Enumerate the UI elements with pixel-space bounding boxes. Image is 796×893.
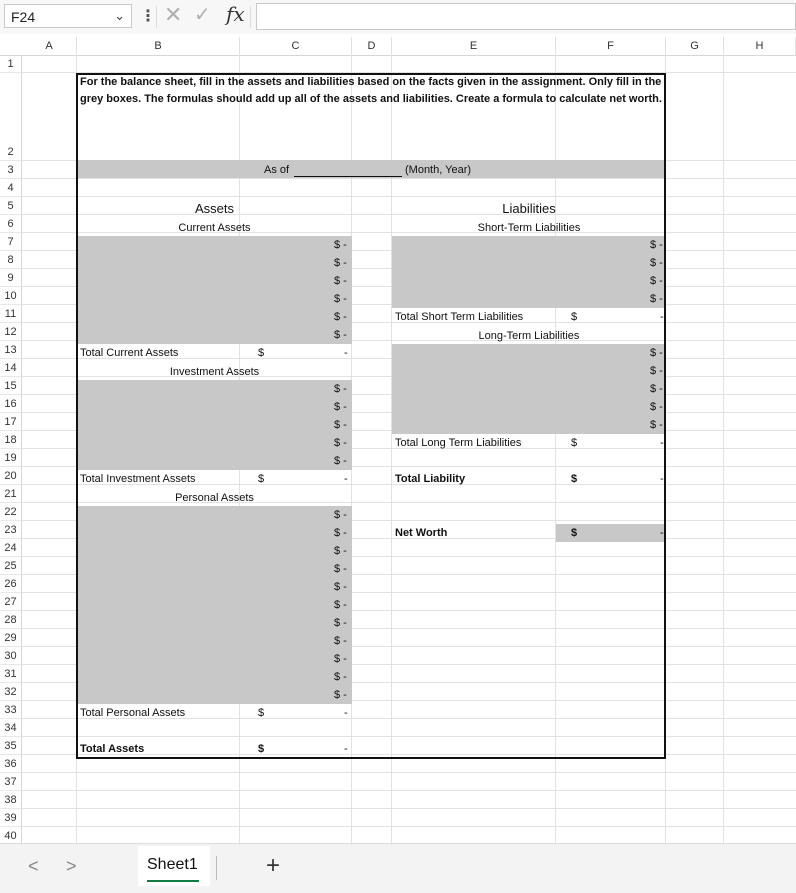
- total-liability-dollar: $: [571, 473, 578, 485]
- total-investment-assets-value: -: [344, 473, 348, 485]
- personal-asset-value: $ -: [334, 545, 347, 557]
- name-box-value: F24: [11, 9, 36, 25]
- row-header-19[interactable]: 19: [0, 449, 22, 467]
- row-header-22[interactable]: 22: [0, 503, 22, 521]
- short-term-liabilities-label: Short-Term Liabilities: [477, 222, 581, 234]
- row-header-6[interactable]: 6: [0, 215, 22, 233]
- net-worth-dollar: $: [571, 527, 578, 539]
- total-liability-label: Total Liability: [395, 473, 466, 485]
- investment-asset-value: $ -: [334, 383, 347, 395]
- personal-asset-value: $ -: [334, 527, 347, 539]
- column-headers: [0, 37, 796, 56]
- personal-asset-value: $ -: [334, 599, 347, 611]
- check-icon[interactable]: ✓: [194, 4, 211, 26]
- instructions-text: For the balance sheet, fill in the assets and liabilities based on the facts given in the assignment. Only fill in the grey boxes. The formulas should add up all of the assets and liabilities. Create a formula to calculate net worth.: [80, 76, 662, 105]
- col-header-e[interactable]: E: [392, 37, 556, 55]
- name-box[interactable]: [4, 4, 132, 28]
- row-header-7[interactable]: 7: [0, 233, 22, 251]
- row-header-23[interactable]: 23: [0, 521, 22, 539]
- current-asset-value: $ -: [334, 275, 347, 287]
- total-investment-assets-dollar: $: [258, 473, 265, 485]
- current-asset-value: $ -: [334, 257, 347, 269]
- row-header-38[interactable]: 38: [0, 791, 22, 809]
- month-year-label: (Month, Year): [405, 164, 472, 176]
- short-term-liability-value: $ -: [650, 257, 663, 269]
- long-term-liability-value: $ -: [650, 419, 663, 431]
- tab-sheet1[interactable]: [138, 846, 210, 886]
- long-term-liability-value: $ -: [650, 383, 663, 395]
- row-header-13[interactable]: 13: [0, 341, 22, 359]
- total-current-assets-value: -: [344, 347, 348, 359]
- row-header-20[interactable]: 20: [0, 467, 22, 485]
- row-header-10[interactable]: 10: [0, 287, 22, 305]
- personal-asset-value: $ -: [334, 509, 347, 521]
- as-of-label: As of: [264, 164, 290, 176]
- col-header-b[interactable]: B: [77, 37, 240, 55]
- row-header-33[interactable]: 33: [0, 701, 22, 719]
- liabilities-header: Liabilities: [502, 201, 556, 216]
- row-header-37[interactable]: 37: [0, 773, 22, 791]
- personal-asset-value: $ -: [334, 563, 347, 575]
- row-header-29[interactable]: 29: [0, 629, 22, 647]
- net-worth-value: -: [660, 527, 664, 539]
- col-header-f[interactable]: F: [556, 37, 666, 55]
- row-header-11[interactable]: 11: [0, 305, 22, 323]
- gridline-row: [22, 790, 796, 791]
- personal-asset-value: $ -: [334, 671, 347, 683]
- divider: [156, 6, 157, 28]
- long-term-liability-value: $ -: [650, 347, 663, 359]
- personal-asset-value: $ -: [334, 617, 347, 629]
- row-header-2[interactable]: 2: [0, 73, 22, 161]
- total-current-assets-label: Total Current Assets: [80, 347, 179, 359]
- long-term-liabilities-label: Long-Term Liabilities: [478, 330, 580, 342]
- divider: [250, 6, 251, 28]
- formula-bar: [0, 0, 796, 34]
- total-liability-value: -: [660, 473, 664, 485]
- gridline-col: [723, 55, 724, 843]
- total-short-term-liabilities-label: Total Short Term Liabilities: [395, 311, 524, 323]
- col-header-d[interactable]: D: [352, 37, 392, 55]
- current-asset-value: $ -: [334, 329, 347, 341]
- total-investment-assets-label: Total Investment Assets: [80, 473, 196, 485]
- short-term-liability-value: $ -: [650, 293, 663, 305]
- gridline-row: [22, 826, 796, 827]
- row-header-36[interactable]: 36: [0, 755, 22, 773]
- total-assets-value: -: [344, 743, 348, 755]
- total-assets-label: Total Assets: [80, 743, 145, 755]
- row-header-39[interactable]: 39: [0, 809, 22, 827]
- col-header-c[interactable]: C: [240, 37, 352, 55]
- investment-asset-value: $ -: [334, 401, 347, 413]
- investment-asset-value: $ -: [334, 437, 347, 449]
- current-asset-value: $ -: [334, 311, 347, 323]
- total-long-term-liabilities-value: -: [660, 437, 664, 449]
- row-header-16[interactable]: 16: [0, 395, 22, 413]
- total-personal-assets-value: -: [344, 707, 348, 719]
- total-current-assets-dollar: $: [258, 347, 265, 359]
- col-header-h[interactable]: H: [724, 37, 796, 55]
- row-header-12[interactable]: 12: [0, 323, 22, 341]
- total-personal-assets-dollar: $: [258, 707, 265, 719]
- row-header-27[interactable]: 27: [0, 593, 22, 611]
- more-options-icon[interactable]: ⋮: [140, 8, 156, 25]
- investment-asset-value: $ -: [334, 455, 347, 467]
- short-term-liability-value: $ -: [650, 239, 663, 251]
- row-header-30[interactable]: 30: [0, 647, 22, 665]
- investment-assets-label: Investment Assets: [169, 366, 260, 378]
- long-term-liability-value: $ -: [650, 401, 663, 413]
- total-short-term-liabilities-dollar: $: [571, 311, 578, 323]
- insert-function-icon[interactable]: fx: [226, 2, 245, 26]
- gridline-row: [22, 808, 796, 809]
- current-asset-value: $ -: [334, 293, 347, 305]
- personal-assets-label: Personal Assets: [175, 492, 254, 504]
- tab-sheet1-label: Sheet1: [147, 856, 198, 873]
- row-header-28[interactable]: 28: [0, 611, 22, 629]
- as-of-underline: [294, 176, 402, 177]
- next-sheet-icon[interactable]: >: [66, 856, 77, 876]
- total-long-term-liabilities-dollar: $: [571, 437, 578, 449]
- col-header-g[interactable]: G: [666, 37, 724, 55]
- row-header-17[interactable]: 17: [0, 413, 22, 431]
- total-long-term-liabilities-label: Total Long Term Liabilities: [395, 437, 522, 449]
- active-tab-underline: [147, 880, 199, 882]
- row-header-4[interactable]: 4: [0, 179, 22, 197]
- current-asset-value: $ -: [334, 239, 347, 251]
- cancel-icon[interactable]: ✕: [164, 2, 183, 27]
- total-assets-dollar: $: [258, 743, 265, 755]
- row-header-26[interactable]: 26: [0, 575, 22, 593]
- row-header-3[interactable]: 3: [0, 161, 22, 179]
- row-header-9[interactable]: 9: [0, 269, 22, 287]
- row-header-40[interactable]: 40: [0, 827, 22, 845]
- row-header-5[interactable]: 5: [0, 197, 22, 215]
- gridline-row: [22, 772, 796, 773]
- total-short-term-liabilities-value: -: [660, 311, 664, 323]
- divider: [216, 856, 217, 880]
- row-header-32[interactable]: 32: [0, 683, 22, 701]
- row-header-34[interactable]: 34: [0, 719, 22, 737]
- personal-asset-value: $ -: [334, 581, 347, 593]
- row-header-18[interactable]: 18: [0, 431, 22, 449]
- investment-asset-value: $ -: [334, 419, 347, 431]
- row-header-24[interactable]: 24: [0, 539, 22, 557]
- long-term-liability-value: $ -: [650, 365, 663, 377]
- personal-asset-value: $ -: [334, 689, 347, 701]
- personal-asset-value: $ -: [334, 635, 347, 647]
- row-header-15[interactable]: 15: [0, 377, 22, 395]
- sheet-tab-bar: [0, 843, 796, 893]
- short-term-liability-value: $ -: [650, 275, 663, 287]
- row-header-25[interactable]: 25: [0, 557, 22, 575]
- add-sheet-button[interactable]: +: [266, 852, 281, 879]
- row-header-1[interactable]: 1: [0, 55, 22, 73]
- col-header-a[interactable]: A: [22, 37, 77, 55]
- row-header-35[interactable]: 35: [0, 737, 22, 755]
- personal-asset-value: $ -: [334, 653, 347, 665]
- row-header-8[interactable]: 8: [0, 251, 22, 269]
- net-worth-label: Net Worth: [395, 527, 448, 539]
- current-assets-label: Current Assets: [178, 222, 251, 234]
- prev-sheet-icon[interactable]: <: [28, 856, 39, 876]
- chevron-down-icon[interactable]: ⌄: [114, 8, 125, 23]
- total-personal-assets-label: Total Personal Assets: [80, 707, 186, 719]
- assets-header: Assets: [194, 201, 234, 216]
- formula-input[interactable]: [256, 3, 796, 30]
- row-header-14[interactable]: 14: [0, 359, 22, 377]
- row-header-31[interactable]: 31: [0, 665, 22, 683]
- row-header-21[interactable]: 21: [0, 485, 22, 503]
